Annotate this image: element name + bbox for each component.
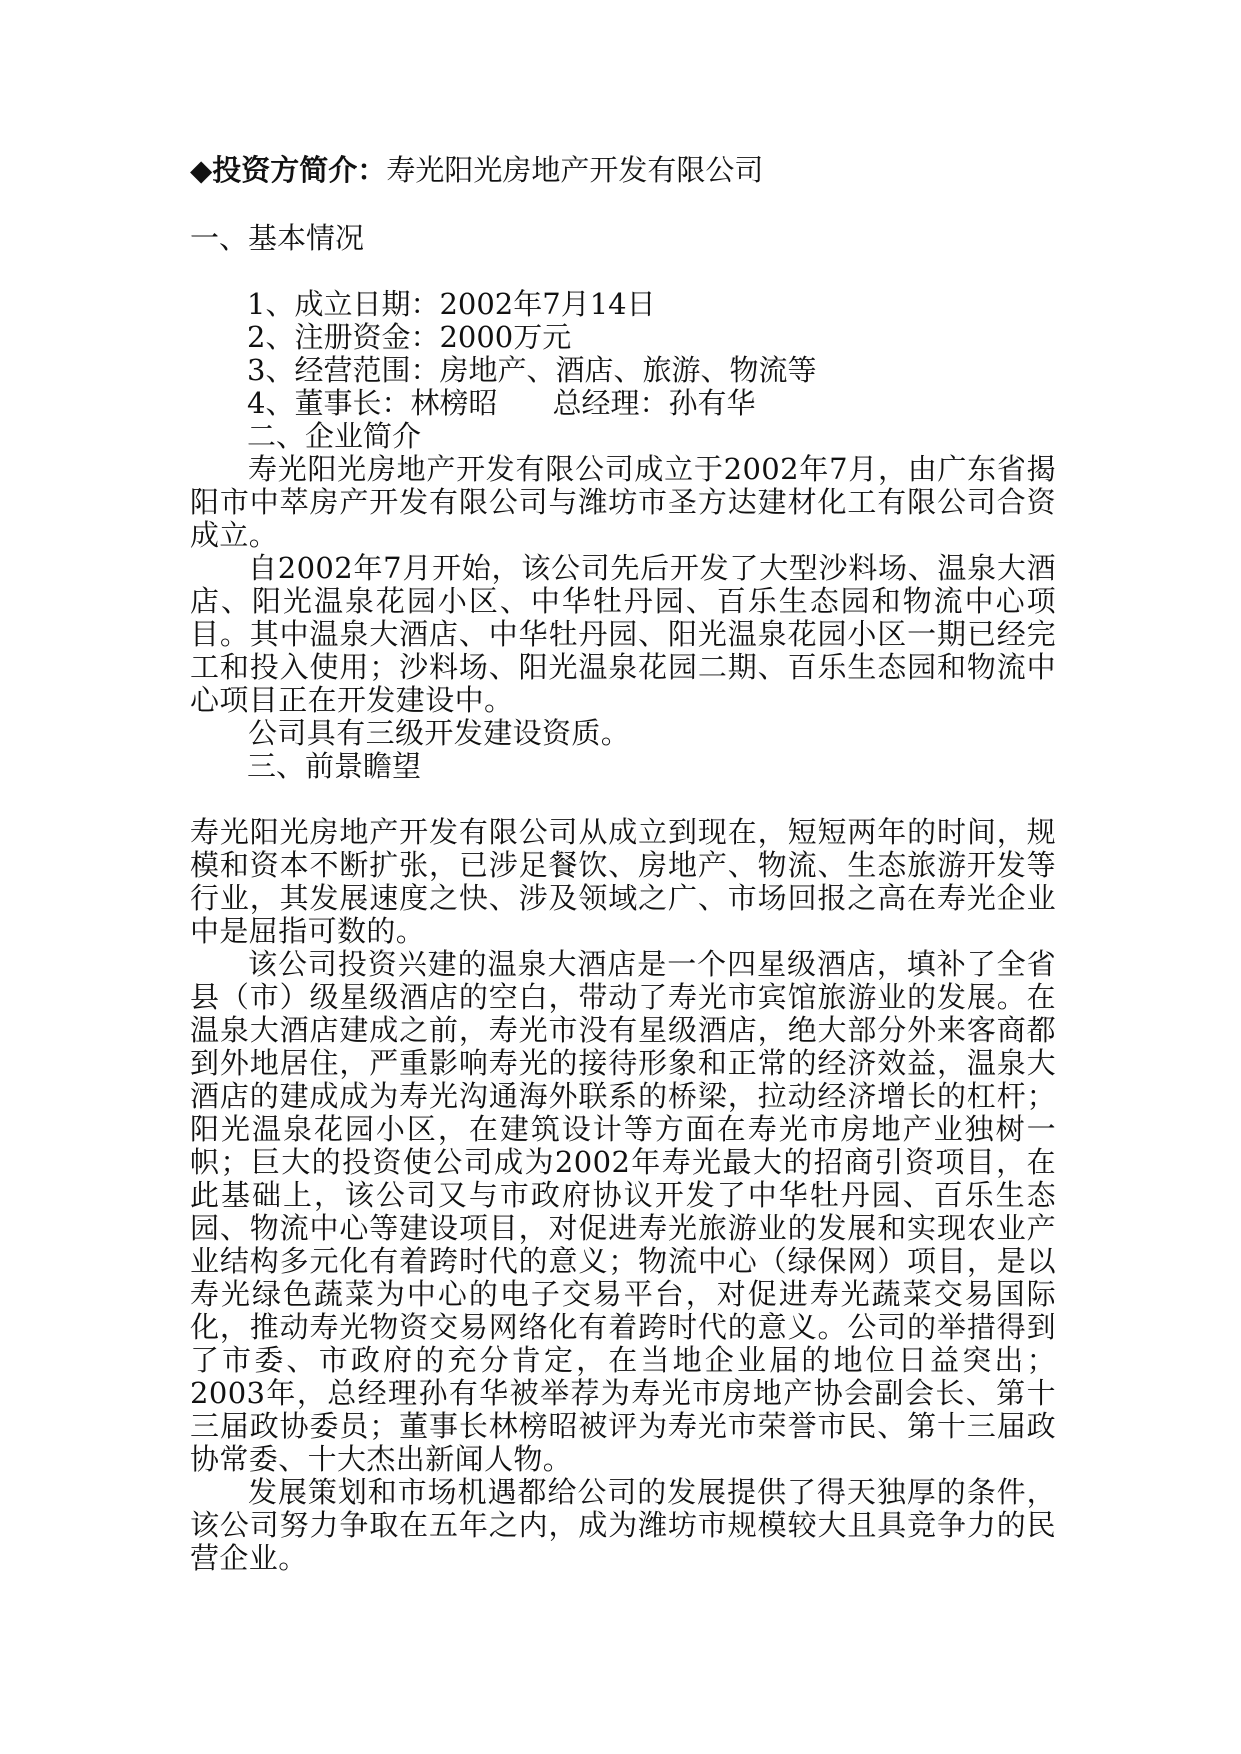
outlook-paragraph-2: 该公司投资兴建的温泉大酒店是一个四星级酒店，填补了全省县（市）级星级酒店的空白，带动了寿光市宾馆旅游业的发展。在温泉大酒店建成之前，寿光市没有星级酒店，绝大部分外来客商都到外地居住，严重影响寿光的接待形象和正常的经济效益，温泉大酒店的建成成为寿光沟通海外联系的桥梁，拉动经济增长的杠杆；阳光温泉花园小区，在建筑设计等方面在寿光市房地产业独树一帜；巨大的投资使公司成为2002年寿光最大的招商引资项目，在此基础上，该公司又与市政府协议开发了中华牡丹园、百乐生态园、物流中心等建设项目，对促进寿光旅游业的发展和实现农业产业结构多元化有着跨时代的意义；物流中心（绿保网）项目，是以寿光绿色蔬菜为中心的电子交易平台，对促进寿光蔬菜交易国际化，推动寿光物资交易网络化有着跨时代的意义。公司的举措得到了市委、市政府的充分肯定，在当地企业届的地位日益突出；2003年，总经理孙有华被举荐为寿光市房地产协会副会长、第十三届政协委员；董事长林榜昭被评为寿光市荣誉市民、第十三届政协常委、十大杰出新闻人物。 [190,947,1056,1476]
fact-registered-capital: 2、注册资金：2000万元 [247,320,572,354]
fact-general-manager: 总经理：孙有华 [552,386,756,420]
title-company: 寿光阳光房地产开发有限公司 [386,153,764,187]
document-page [190,148,1056,1575]
fact-chairman: 4、董事长：林榜昭 [247,386,498,420]
fact-business-scope: 3、经营范围：房地产、酒店、旅游、物流等 [247,353,817,387]
outlook-paragraph-3: 发展策划和市场机遇都给公司的发展提供了得天独厚的条件，该公司努力争取在五年之内，成为潍坊市规模较大且具竞争力的民营企业。 [190,1475,1056,1575]
section-outlook-heading: 三、前景瞻望 [247,749,422,783]
intro-paragraph-3: 公司具有三级开发建设资质。 [248,716,631,750]
intro-paragraph-2: 自2002年7月开始，该公司先后开发了大型沙料场、温泉大酒店、阳光温泉花园小区、中华牡丹园、百乐生态园和物流中心项目。其中温泉大酒店、中华牡丹园、阳光温泉花园小区一期已经完工和投入使用；沙料场、阳光温泉花园二期、百乐生态园和物流中心项目正在开发建设中。 [190,551,1056,717]
title-label: ◆投资方简介： [190,153,387,187]
fact-leadership [190,387,1056,420]
section-company-intro-heading: 二、企业简介 [247,419,422,453]
blank-line [190,783,1056,816]
section-basic-info-heading: 一、基本情况 [190,221,365,255]
outlook-paragraph-1: 寿光阳光房地产开发有限公司从成立到现在，短短两年的时间，规模和资本不断扩张，已涉足餐饮、房地产、物流、生态旅游开发等行业，其发展速度之快、涉及领域之广、市场回报之高在寿光企业中是屈指可数的。 [190,815,1056,948]
intro-paragraph-1: 寿光阳光房地产开发有限公司成立于2002年7月，由广东省揭阳市中萃房产开发有限公司与潍坊市圣方达建材化工有限公司合资成立。 [190,452,1056,552]
fact-founding-date: 1、成立日期：2002年7月14日 [247,287,656,321]
basic-info-list [190,288,1056,420]
document-title [190,148,1056,192]
